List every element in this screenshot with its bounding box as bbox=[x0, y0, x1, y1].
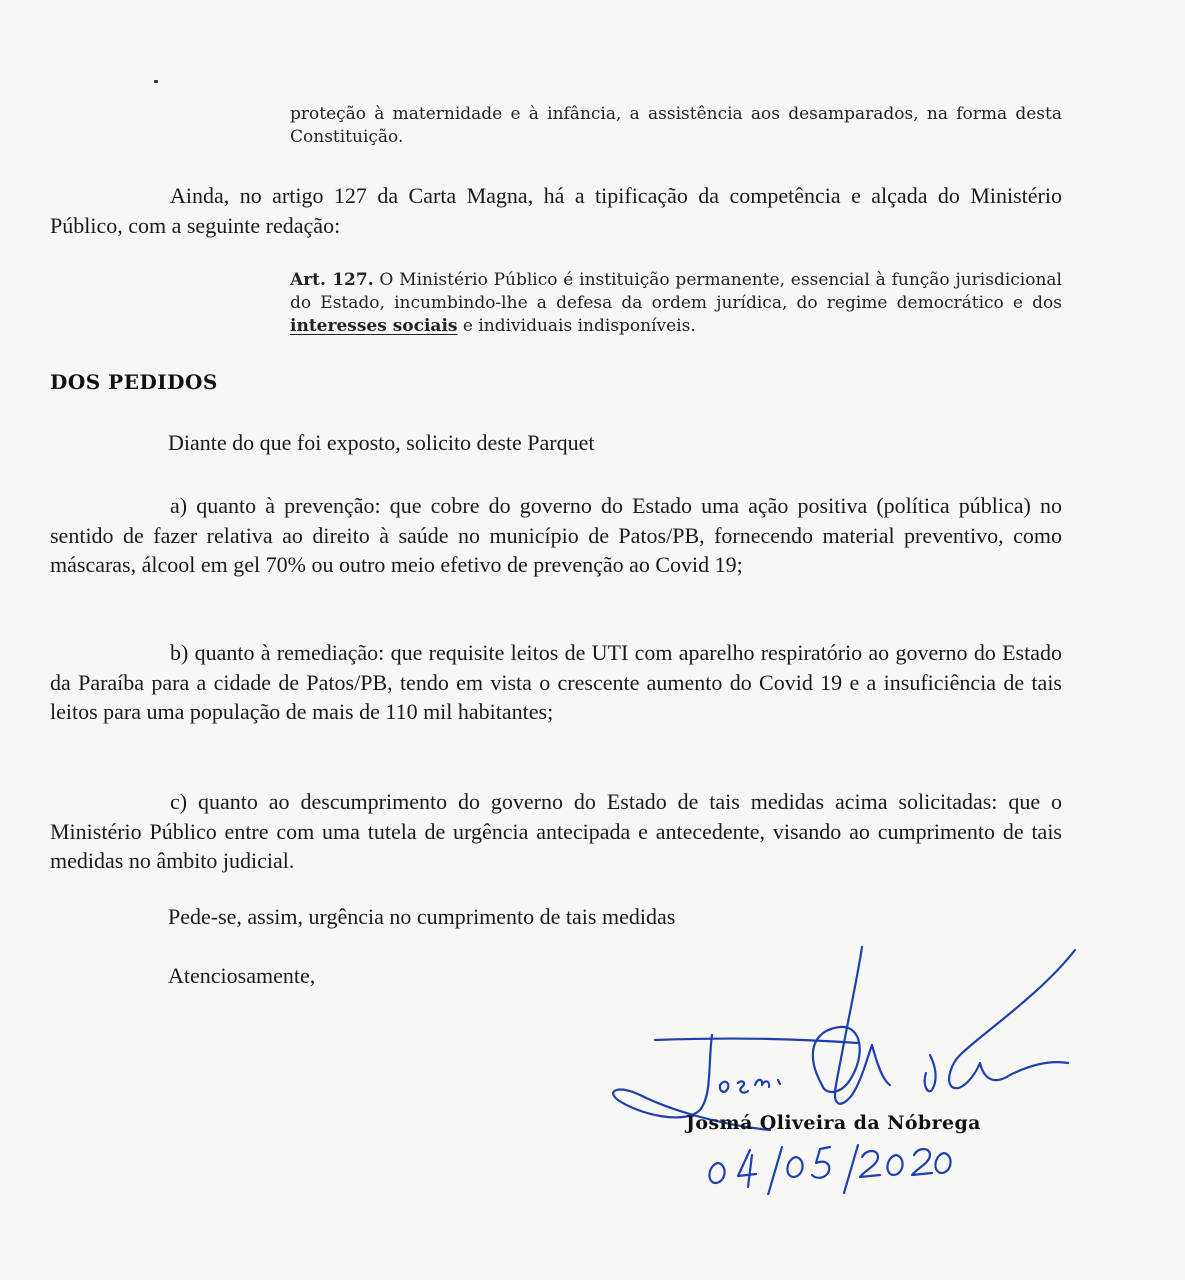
section-heading: DOS PEDIDOS bbox=[50, 370, 218, 394]
handwritten-signature-image bbox=[600, 935, 1100, 1195]
request-c-paragraph bbox=[50, 787, 1062, 876]
closing-salutation: Atenciosamente, bbox=[168, 963, 316, 988]
requests-intro-line: Diante do que foi exposto, solicito deste Parquet bbox=[168, 430, 595, 455]
quote-art127-emphasis: interesses sociais bbox=[290, 316, 458, 336]
paragraph-art127-intro bbox=[50, 181, 1062, 240]
stray-mark bbox=[154, 80, 158, 83]
quote-constitution-excerpt bbox=[290, 103, 1062, 149]
request-a-text: a) quanto à prevenção: que cobre do governo do Estado uma ação positiva (política pública) no sentido de fazer relativa ao direito à saúde no município de Patos/PB, fornecendo material preventivo, como máscaras, álcool em gel 70% ou outro meio efetivo de prevenção ao Covid 19; bbox=[50, 493, 1062, 577]
quote-art127-label: Art. 127. bbox=[290, 270, 374, 290]
signer-name: Josmá Oliveira da Nóbrega bbox=[686, 1112, 981, 1134]
paragraph-art127-intro-text: Ainda, no artigo 127 da Carta Magna, há a tipificação da competência e alçada do Ministério Público, com a seguinte redação: bbox=[50, 183, 1062, 238]
request-a-paragraph bbox=[50, 491, 1062, 580]
quote-art127-text-after: e individuais indisponíveis. bbox=[457, 316, 696, 336]
urgency-line: Pede-se, assim, urgência no cumprimento de tais medidas bbox=[168, 904, 676, 929]
request-b-paragraph bbox=[50, 638, 1062, 727]
request-c-text: c) quanto ao descumprimento do governo do Estado de tais medidas acima solicitadas: que o Ministério Público entre com uma tutela de urgência antecipada e antecedente, visando ao cumprimento de tais medidas no âmbito judicial. bbox=[50, 789, 1062, 873]
quote-art127-text-before: O Ministério Público é instituição permanente, essencial à função jurisdicional do Estado, incumbindo-lhe a defesa da ordem jurídica, do regime democrático e dos bbox=[290, 270, 1062, 313]
quote-art127 bbox=[290, 269, 1062, 338]
quote1-text: proteção à maternidade e à infância, a assistência aos desamparados, na forma desta Constituição. bbox=[290, 104, 1062, 147]
request-b-text: b) quanto à remediação: que requisite leitos de UTI com aparelho respiratório ao governo do Estado da Paraíba para a cidade de Patos/PB, tendo em vista o crescente aumento do Covid 19 e a insuficiência de tais leitos para uma população de mais de 110 mil habitantes; bbox=[50, 640, 1062, 724]
